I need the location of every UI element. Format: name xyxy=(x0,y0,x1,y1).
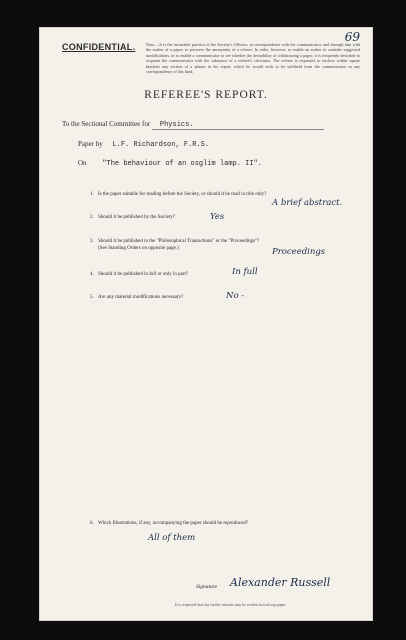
paper-line xyxy=(78,140,209,149)
answer-1: A brief abstract. xyxy=(272,198,343,208)
footnote: It is requested that any further remarks may be written on foolscap paper. xyxy=(175,603,287,607)
question-4: 4. Should it be published in full or only in part? xyxy=(90,272,189,277)
question-3: 3. Should it be published in the "Philosophical Transactions" or the "Proceedings"? (See Standing Orders on opposite page.) xyxy=(90,239,260,251)
confidential-block xyxy=(62,42,360,80)
referee-report-sheet xyxy=(40,28,372,620)
paper-title: "The behaviour of an osglim lamp. II". xyxy=(102,160,262,168)
confidential-note: Note.—It is the invariable practice of the Society's Officers, in correspondence with the communicator, and through him with the author of a paper, to preserve the anonymity of a referee. In order, however, to enable an author to consider suggested modifications, or to enable a communicator to see whether the desirability of withdrawing a paper, it is frequently desirable to acquaint the communicator with the substance of a referee's criticisms. The referee is requested to enclose within square brackets any section of a phrase in his report, which he would wish to be withheld from the communicator in any correspondence of this kind. xyxy=(146,42,360,75)
answer-5: No - xyxy=(226,291,245,301)
signature-value: Alexander Russell xyxy=(230,576,331,589)
paper-prefix: Paper by xyxy=(78,140,103,148)
page-number: 69 xyxy=(344,30,360,44)
answer-2: Yes xyxy=(210,212,225,222)
question-2: 2. Should it be published by the Society? xyxy=(90,215,175,220)
answer-3: Proceedings xyxy=(272,247,326,257)
answer-6: All of them xyxy=(148,533,196,543)
signature-label: Signature xyxy=(196,584,218,590)
question-6: 6. Which Illustrations, if any, accompanying the paper should be reproduced? xyxy=(90,521,249,526)
question-3-subtext: (See Standing Orders on opposite page.) xyxy=(98,246,179,251)
committee-prefix: To the Sectional Committee for xyxy=(62,120,151,128)
committee-value: Physics. xyxy=(159,121,194,129)
committee-line xyxy=(62,120,324,130)
question-1: 1. Is the paper suitable for reading before the Society, or should it be read in title only? xyxy=(90,192,267,197)
paper-author: L.F. Richardson, F.R.S. xyxy=(112,141,210,149)
on-prefix: On xyxy=(78,159,87,167)
question-5: 5. Are any material modifications necessary? xyxy=(90,295,184,300)
answer-4: In full xyxy=(232,267,258,277)
report-title: REFEREE'S REPORT. xyxy=(144,89,268,101)
confidential-label: CONFIDENTIAL. xyxy=(62,42,136,52)
on-line xyxy=(78,159,262,168)
